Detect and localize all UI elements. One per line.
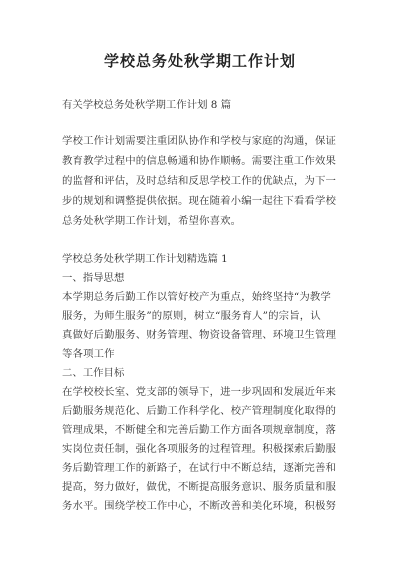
intro-line: 的监督和评估，及时总结和反思学校工作的优缺点，为下一 bbox=[62, 175, 337, 187]
paragraph-line: 提高，努力做好，做优，不断提高服务意识、服务质量和服 bbox=[62, 481, 337, 493]
paragraph-line: 实岗位责任制，强化各项服务的过程管理。积极探索后勤服 bbox=[62, 443, 337, 455]
section-title: 学校总务处秋学期工作计划精选篇 1 bbox=[62, 253, 228, 265]
paragraph-line: 服务，为师生服务”的原则，树立“服务育人”的宗旨，认 bbox=[62, 310, 321, 322]
intro-line: 学校工作计划需要注重团队协作和学校与家庭的沟通，保证 bbox=[62, 135, 337, 147]
heading-work-goals: 二、工作目标 bbox=[62, 367, 125, 379]
paragraph-line: 真做好后勤服务、财务管理、物资设备管理、环境卫生管理 bbox=[62, 329, 337, 341]
paragraph-line: 本学期总务后勤工作以管好校产为重点，始终坚持“为教学 bbox=[62, 291, 331, 303]
document-subtitle: 有关学校总务处秋学期工作计划 8 篇 bbox=[62, 99, 232, 111]
paragraph-line: 等各项工作 bbox=[62, 348, 115, 360]
document-title: 学校总务处秋学期工作计划 bbox=[103, 52, 296, 70]
paragraph-line: 务水平。围绕学校工作中心，不断改善和美化环境，积极努 bbox=[62, 500, 337, 512]
paragraph-line: 管理成果，不断健全和完善后勤工作方面各项规章制度，落 bbox=[62, 424, 337, 436]
intro-line: 总务处秋学期工作计划，希望你喜欢。 bbox=[62, 215, 242, 227]
intro-line: 教育教学过程中的信息畅通和协作顺畅。需要注重工作效果 bbox=[62, 155, 337, 167]
paragraph-line: 后勤服务规范化、后勤工作科学化、校产管理制度化取得的 bbox=[62, 405, 337, 417]
paragraph-line: 在学校校长室、党支部的领导下，进一步巩固和发展近年来 bbox=[62, 386, 337, 398]
intro-line: 步的规划和调整提供依据。现在随着小编一起往下看看学校 bbox=[62, 195, 337, 207]
heading-guiding-ideology: 一、指导思想 bbox=[62, 272, 125, 284]
paragraph-line: 务后勤管理工作的新路子，在试行中不断总结，逐渐完善和 bbox=[62, 462, 337, 474]
